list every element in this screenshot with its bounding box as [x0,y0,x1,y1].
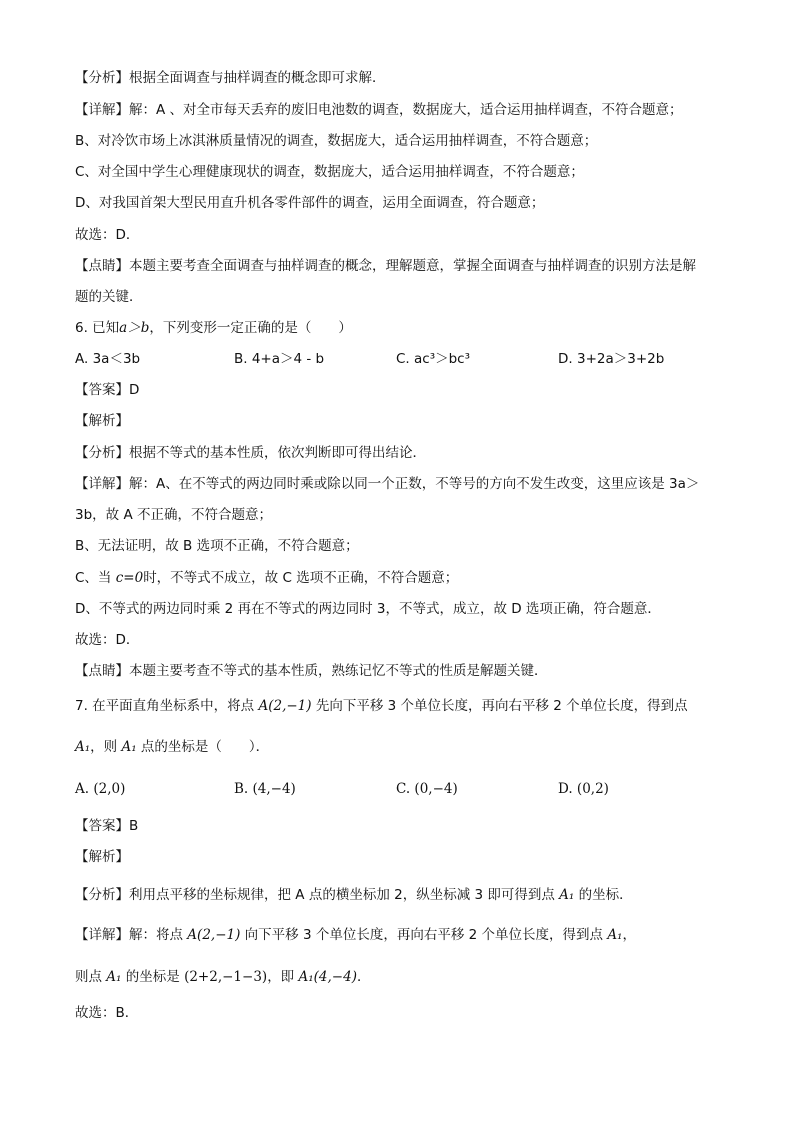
q7-a1: A₁ [75,739,91,755]
q7-res-mid: 的坐标是 [121,969,185,985]
q7-option-b: B. (4,−4) [234,781,296,797]
q6-answer: 【答案】D [75,382,140,398]
question-6-stem [75,318,352,338]
option-c-line: C、对全国中学生心理健康现状的调查，数据庞大，适合运用抽样调查，不符合题意； [75,164,584,180]
q7-point-a: A(2,−1) [258,698,312,714]
q6-option-d-explain: D、不等式的两边同时乘 2 再在不等式的两边同时 3，不等式，成立，故 D 选项正确，符合题意． [75,601,661,617]
q6-option-a: A. 3a＜3b [75,351,141,367]
q6-analysis: 【分析】根据不等式的基本性质，依次判断即可得出结论． [75,445,426,461]
q6-detail-1: 【详解】解：A、在不等式的两边同时乘或除以同一个正数，不等号的方向不发生改变，这里应该是 3a＞ [75,476,700,492]
comment-line: 【点睛】本题主要考查全面调查与抽样调查的概念，理解题意，掌握全面调查与抽样调查的识别方法是解 [75,258,696,274]
q7-res-post: ． [356,969,371,985]
q7-result [75,967,370,987]
detail-line: 【详解】解：A 、对全市每天丢弃的废旧电池数的调查，数据庞大，适合运用抽样调查，不符合题意； [75,102,683,118]
question-7-stem-1 [75,696,688,716]
q7-choice: 故选：B． [75,1005,139,1021]
q6-prefix: 6. 已知 [75,320,120,336]
q7-res-pre: 则点 [75,969,107,985]
q6-option-c: C. ac³＞bc³ [396,351,471,367]
analysis-line: 【分析】根据全面调查与抽样调查的概念即可求解． [75,70,386,86]
q7-xj-post: ， [622,927,636,943]
q6-detail-2: 3b，故 A 不正确，不符合题意； [75,507,272,523]
q7-xj-pre: 【详解】解：将点 [75,927,188,943]
q7-option-a: A. (2,0) [75,781,126,797]
q6-comment: 【点睛】本题主要考查不等式的基本性质，熟练记忆不等式的性质是解题关键． [75,663,548,679]
answer-choice-line: 故选：D． [75,227,140,243]
q7-detail [75,925,636,945]
q6-option-d: D. 3+2a＞3+2b [558,351,665,367]
q7-solution-label: 【解析】 [75,849,129,865]
q6-inequality: a＞b [119,320,150,336]
q6-c-post: 时，不等式不成立，故 C 选项不正确，不符合题意； [143,570,459,586]
q6-solution-label: 【解析】 [75,413,129,429]
question-7-stem-2 [75,737,269,757]
q7-res-expr: (2+2,−1−3) [184,969,268,985]
q6-option-c-explain [75,568,458,588]
q7-res-a1: A₁ [106,969,122,985]
q7-analysis [75,885,633,905]
q7-fx-pre: 【分析】利用点平移的坐标规律，把 A 点的横坐标加 2，纵坐标减 3 即可得到点 [75,887,560,903]
q7-res-coord: A₁(4,−4) [298,969,357,985]
q6-c-pre: C、当 [75,570,116,586]
q7-xj-mid: 向下平移 3 个单位长度，再向右平移 2 个单位长度，得到点 [240,927,608,943]
q7-stem-rest: 先向下平移 3 个单位长度，再向右平移 2 个单位长度，得到点 [311,698,688,714]
q7-stem-end: 点的坐标是（ ）． [136,739,270,755]
q7-option-c: C. (0,−4) [396,781,458,797]
q7-option-d: D. (0,2) [558,781,609,797]
q7-prefix: 7. 在平面直角坐标系中，将点 [75,698,259,714]
q6-choice: 故选：D． [75,632,140,648]
q6-option-b: B. 4+a＞4 - b [234,351,325,367]
option-b-line: B、对冷饮市场上冰淇淋质量情况的调查，数据庞大，适合运用抽样调查，不符合题意； [75,133,598,149]
option-d-line: D、对我国首架大型民用直升机各零件部件的调查，运用全面调查，符合题意； [75,195,545,211]
q6-suffix: ，下列变形一定正确的是（ ） [149,320,352,336]
q7-fx-post: 的坐标． [574,887,633,903]
q6-option-b-explain: B、无法证明，故 B 选项不正确，不符合题意； [75,538,359,554]
comment-line-cont: 题的关键． [75,289,143,305]
q7-res-mid2: ，即 [267,969,299,985]
q7-xj-a1: A₁ [607,927,623,943]
q7-a1-b: A₁ [121,739,137,755]
q7-stem-mid: ，则 [90,739,122,755]
q7-xj-point: A(2,−1) [187,927,241,943]
q7-fx-a1: A₁ [559,887,575,903]
q6-c-condition: c=0 [115,570,144,586]
q7-answer: 【答案】B [75,818,139,834]
